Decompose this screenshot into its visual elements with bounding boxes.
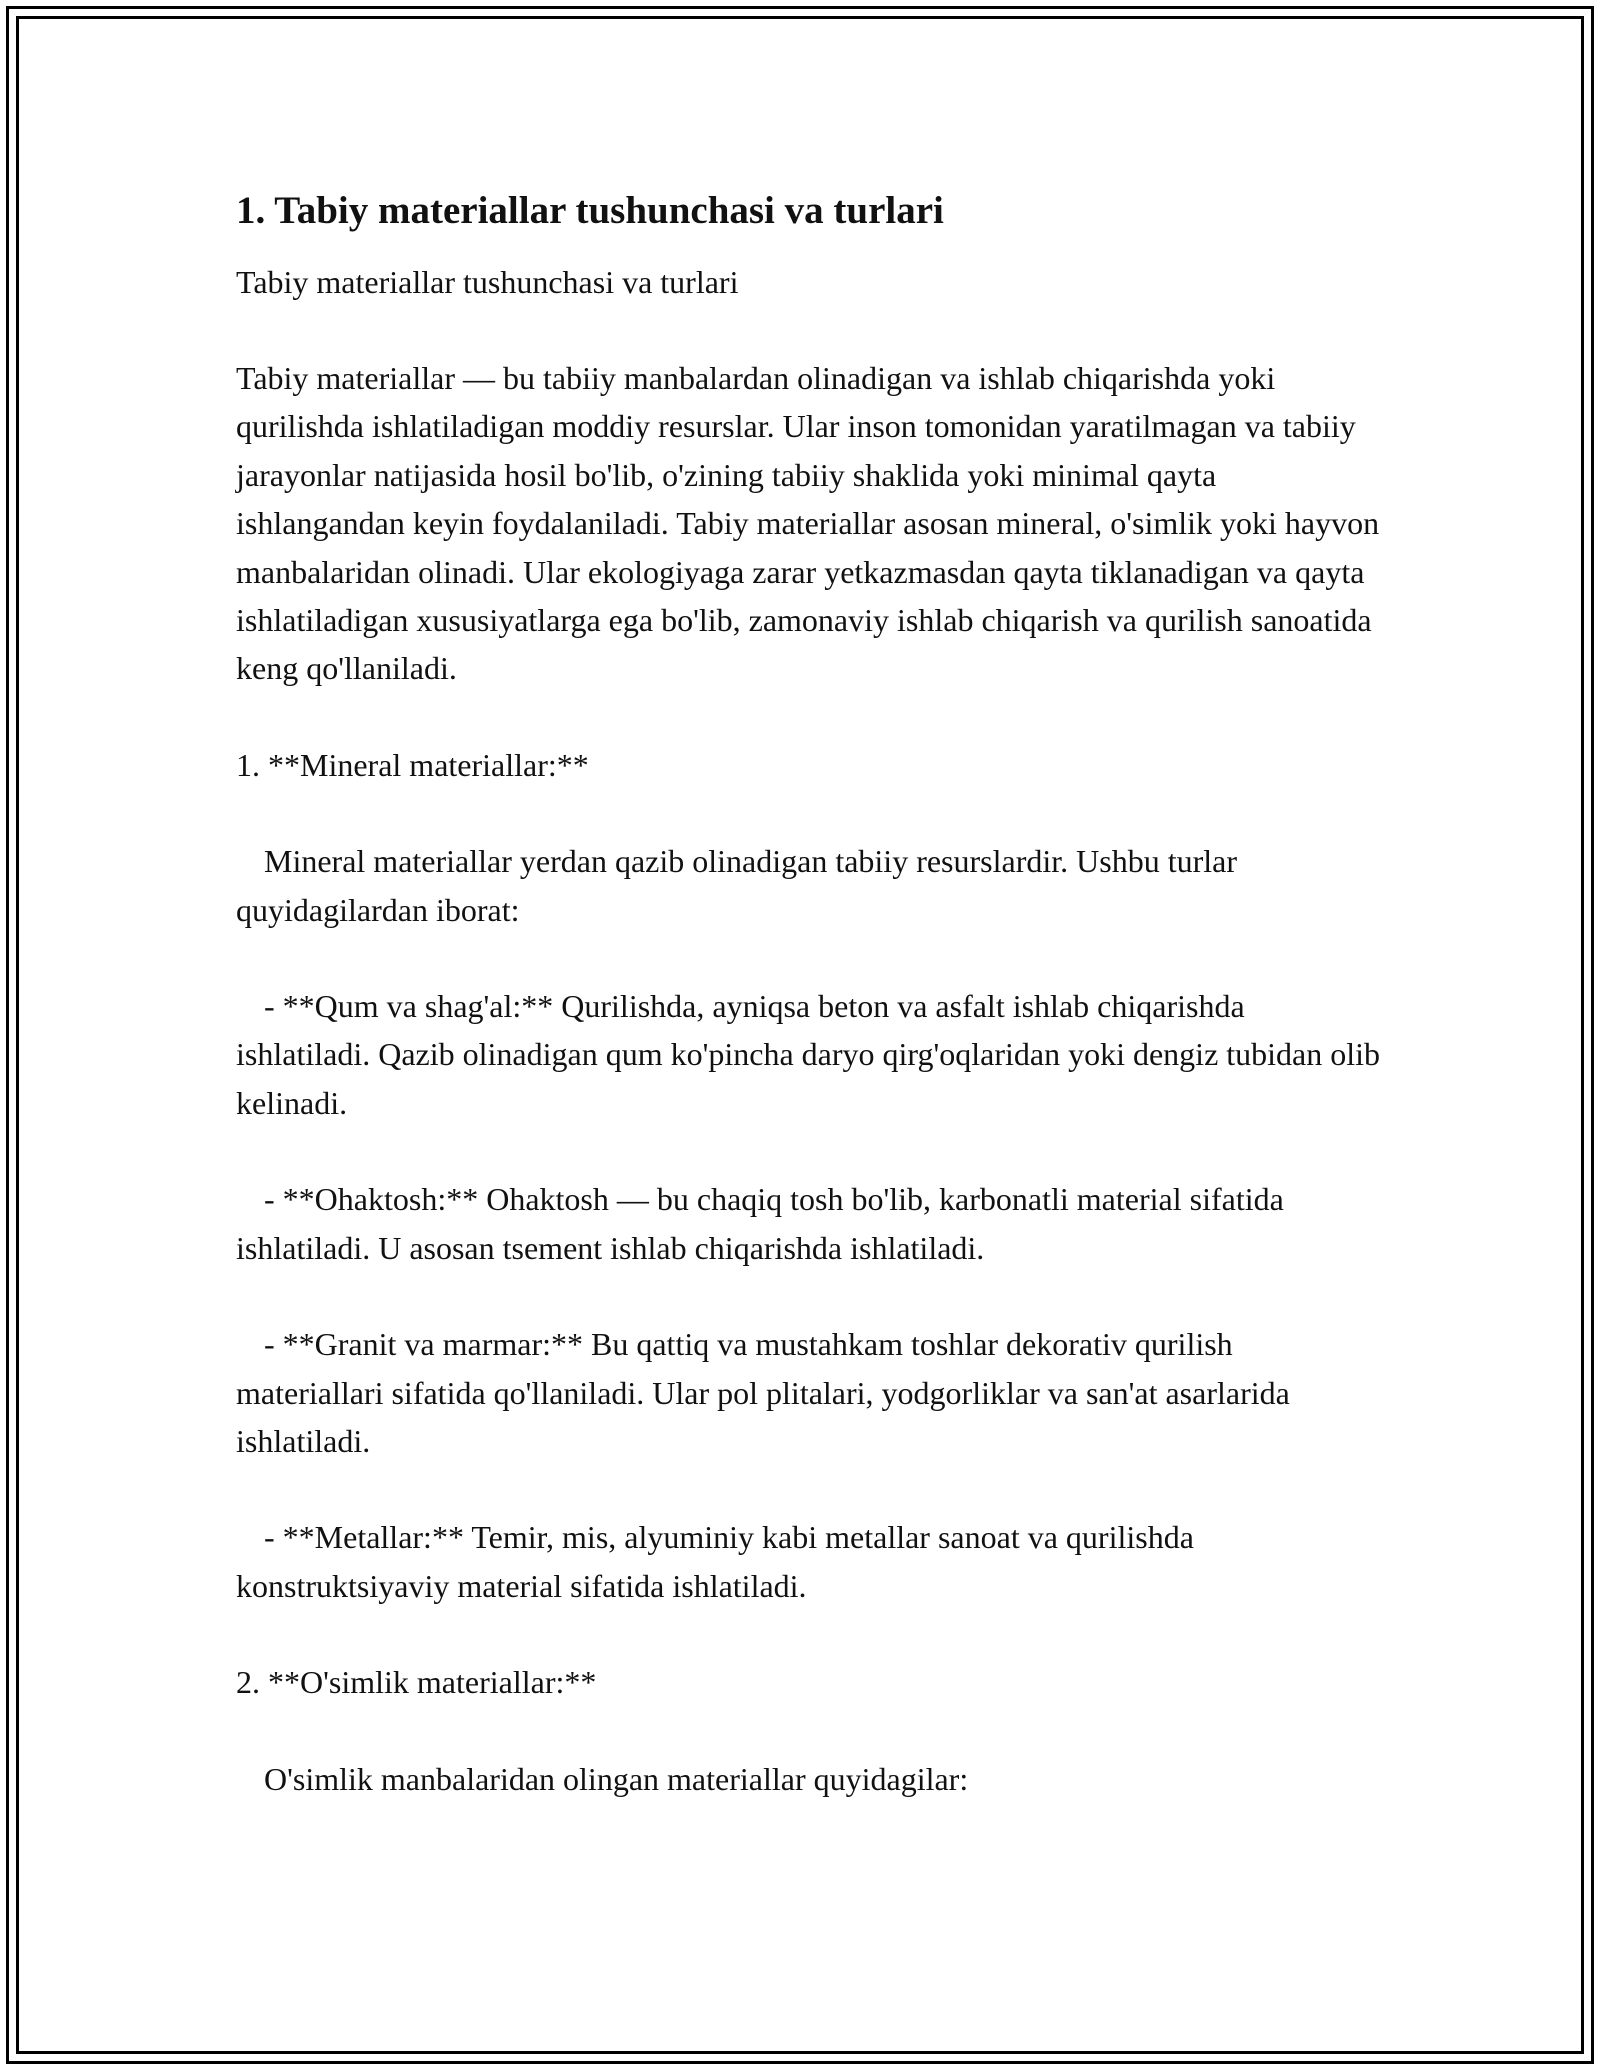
page-title: 1. Tabiy materiallar tushunchasi va turlari [236, 189, 944, 232]
document-subtitle: Tabiy materiallar tushunchasi va turlari [236, 264, 739, 300]
section-lead-plant: O'simlik manbalaridan olingan materiallar quyidagilar: [264, 1760, 969, 1797]
list-item: - **Qum va shag'al:** Qurilishda, ayniqsa beton va asfalt ishlab chiqarishda ishlatiladi. Qazib olinadigan qum ko'pincha daryo qirg'oqlaridan yoki dengiz tubidan olib kelinadi. [236, 988, 1381, 1121]
section-heading-mineral: 1. **Mineral materiallar:** [236, 746, 589, 783]
section-heading-plant: 2. **O'simlik materiallar:** [236, 1664, 597, 1701]
list-item: - **Metallar:** Temir, mis, alyuminiy kabi metallar sanoat va qurilishda konstruktsiyaviy material sifatida ishlatiladi. [236, 1519, 1194, 1604]
section-lead-mineral: Mineral materiallar yerdan qazib olinadigan tabiiy resurslardir. Ushbu turlar quyidagilardan iborat: [236, 843, 1237, 928]
intro-paragraph: Tabiy materiallar — bu tabiiy manbalardan olinadigan va ishlab chiqarishda yoki qurilishda ishlatiladigan moddiy resurslar. Ular inson tomonidan yaratilmagan va tabiiy jarayonlar natijasida hosil bo'lib, o'zining tabiiy shaklida yoki minimal qayta ishlangandan keyin foydalaniladi. Tabiy materiallar asosan mineral, o'simlik yoki hayvon manbalaridan olinadi. Ular ekologiyaga zarar yetkazmasdan qayta tiklanadigan va qayta ishlatiladigan xususiyatlarga ega bo'lib, zamonaviy ishlab chiqarish va qurilish sanoatida keng qo'llaniladi. [236, 360, 1380, 687]
list-item: - **Ohaktosh:** Ohaktosh — bu chaqiq tosh bo'lib, karbonatli material sifatida ishlatiladi. U asosan tsement ishlab chiqarishda ishlatiladi. [236, 1181, 1284, 1266]
list-item: - **Granit va marmar:** Bu qattiq va mustahkam toshlar dekorativ qurilish materiallari sifatida qo'llaniladi. Ular pol plitalari, yodgorliklar va san'at asarlarida ishlatiladi. [236, 1326, 1290, 1459]
document-body [236, 184, 1386, 1803]
